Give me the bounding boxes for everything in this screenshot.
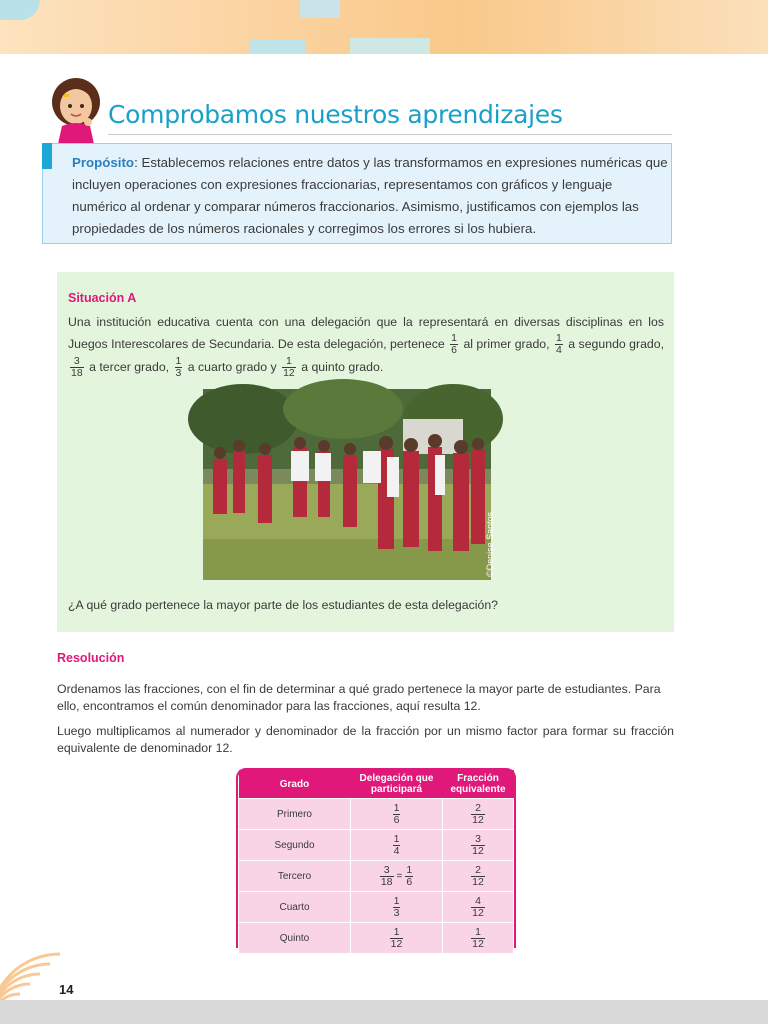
purpose-text	[72, 152, 668, 240]
purpose-label: Propósito	[72, 155, 135, 170]
header-fraccion-equivalente: Fracción equivalente	[443, 770, 514, 799]
table-row	[239, 830, 514, 861]
table-row	[239, 861, 514, 892]
equivalent-cell: $\frac{2}{12}$	[443, 799, 514, 830]
situation-text-5: a cuarto grado y	[187, 359, 277, 374]
equivalent-cell: $\frac{1}{12}$	[443, 923, 514, 954]
grade-cell: Tercero	[239, 861, 351, 892]
equivalent-cell: $\frac{2}{12}$	[443, 861, 514, 892]
equals-sign: =	[396, 870, 403, 882]
table-row	[239, 923, 514, 954]
fractions-table	[236, 768, 516, 948]
situation-text-4: a tercer grado,	[89, 359, 170, 374]
purpose-tab-marker	[42, 143, 52, 169]
fraction-cell: $\frac{3}{18}$ = $\frac{1}{6}$	[351, 861, 443, 892]
grade-cell: Segundo	[239, 830, 351, 861]
purpose-body: : Establecemos relaciones entre datos y las transformamos en expresiones numéricas que incluyen operaciones con expresiones fraccionarias, representamos con gráficos y lenguaje numérico al ordenar y comparar números fraccionarios. Asimismo, justificamos con ejemplos las propiedades de los números racionales y corregimos los errores si los hubiera.	[72, 155, 668, 236]
situation-question: ¿A qué grado pertenece la mayor parte de los estudiantes de esta delegación?	[68, 598, 498, 612]
situation-text-2: al primer grado,	[463, 336, 550, 351]
fraction-fourth-grade: $\frac{1}{3}$	[175, 355, 182, 379]
table-header-row	[239, 770, 514, 799]
header-banner	[0, 0, 768, 54]
students-photo	[203, 389, 495, 580]
footer-band	[0, 1000, 768, 1024]
page-number: 14	[59, 982, 74, 997]
fraction-fifth-grade: $\frac{1}{12}$	[283, 355, 295, 379]
resolution-title: Resolución	[57, 651, 125, 665]
fraction-first-grade: $\frac{1}{6}$	[451, 332, 457, 356]
situation-title: Situación A	[68, 291, 137, 305]
fraction-cell: $\frac{1}{3}$	[351, 892, 443, 923]
header-grado: Grado	[239, 770, 351, 799]
grade-cell: Cuarto	[239, 892, 351, 923]
resolution-paragraph-2: Luego multiplicamos al numerador y denominador de la fracción por un mismo factor para formar su fracción equivalente de denominador 12.	[57, 724, 674, 755]
title-divider	[108, 134, 672, 135]
grade-cell: Primero	[239, 799, 351, 830]
girl-mascot-illustration	[50, 76, 102, 144]
header-delegacion: Delegación que participará	[351, 770, 443, 799]
fraction-second-grade: $\frac{1}{4}$	[556, 332, 562, 356]
grade-cell: Quinto	[239, 923, 351, 954]
table-row	[239, 799, 514, 830]
resolution-paragraph-1: Ordenamos las fracciones, con el fin de determinar a qué grado pertenece la mayor parte de estudiantes. Para ello, encontramos el común denominador para las fracciones, aquí resulta 12.	[57, 682, 661, 713]
fraction-cell: $\frac{1}{6}$	[351, 799, 443, 830]
page-title: Comprobamos nuestros aprendizajes	[108, 100, 563, 129]
situation-text-6: a quinto grado.	[301, 359, 384, 374]
equivalent-cell: $\frac{4}{12}$	[443, 892, 514, 923]
table-row	[239, 892, 514, 923]
situation-text-1: Una institución educativa cuenta con una delegación que la representará en diversas disciplinas en los Juegos Interescolares de Secundaria. De esta delegación, pertenece	[68, 315, 664, 351]
equivalent-cell: $\frac{3}{12}$	[443, 830, 514, 861]
fraction-cell: $\frac{1}{12}$	[351, 923, 443, 954]
photo-credit: ©Denise Santos	[485, 511, 495, 577]
fraction-cell: $\frac{1}{4}$	[351, 830, 443, 861]
situation-text	[68, 312, 664, 379]
fraction-third-grade: $\frac{3}{18}$	[71, 355, 83, 379]
situation-text-3: a segundo grado,	[568, 336, 665, 351]
